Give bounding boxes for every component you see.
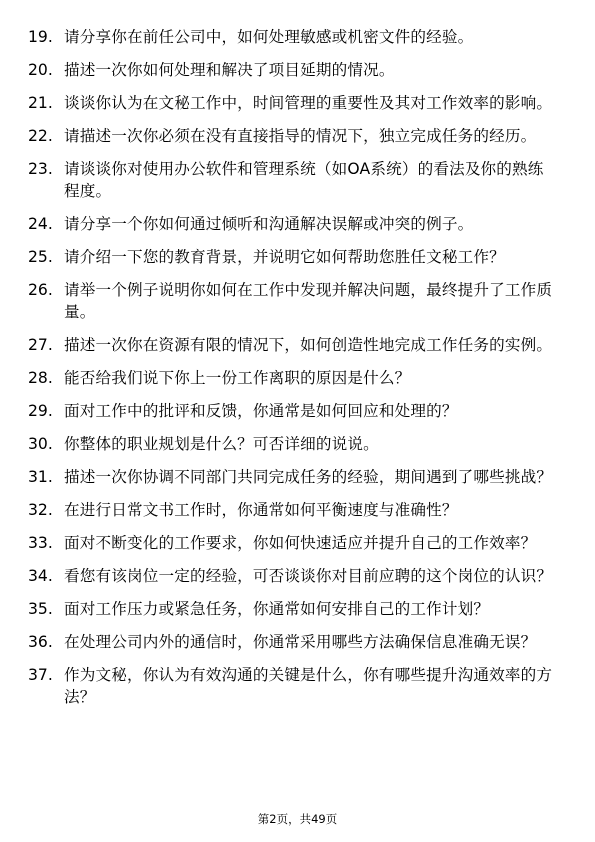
question-number: 20.	[28, 61, 53, 79]
question-number: 19.	[28, 28, 53, 46]
question-text: 请分享你在前任公司中，如何处理敏感或机密文件的经验。	[64, 28, 474, 46]
question-item	[0, 598, 595, 620]
question-text: 面对工作压力或紧急任务，你通常如何安排自己的工作计划？	[64, 600, 490, 618]
question-number: 36.	[28, 633, 53, 651]
question-text: 描述一次你协调不同部门共同完成任务的经验，期间遇到了哪些挑战？	[64, 468, 553, 486]
question-number: 33.	[28, 534, 53, 552]
question-item	[0, 565, 595, 587]
question-number: 32.	[28, 501, 53, 519]
question-number: 29.	[28, 402, 53, 420]
question-text: 请介绍一下您的教育背景，并说明它如何帮助您胜任文秘工作？	[64, 248, 505, 266]
question-item	[0, 334, 595, 356]
question-text: 看您有该岗位一定的经验，可否谈谈你对目前应聘的这个岗位的认识？	[64, 567, 553, 585]
question-number: 23.	[28, 160, 53, 178]
question-text: 面对不断变化的工作要求，你如何快速适应并提升自己的工作效率？	[64, 534, 537, 552]
question-text: 请举一个例子说明你如何在工作中发现并解决问题，最终提升了工作质量。	[64, 281, 553, 321]
question-item	[0, 92, 595, 114]
question-item	[0, 246, 595, 268]
question-number: 30.	[28, 435, 53, 453]
question-item	[0, 532, 595, 554]
question-item	[0, 400, 595, 422]
question-number: 34.	[28, 567, 53, 585]
question-number: 31.	[28, 468, 53, 486]
question-number: 24.	[28, 215, 53, 233]
question-item	[0, 631, 595, 653]
question-item	[0, 125, 595, 147]
question-item	[0, 158, 595, 202]
page-footer	[0, 811, 595, 827]
question-text: 谈谈你认为在文秘工作中，时间管理的重要性及其对工作效率的影响。	[64, 94, 553, 112]
question-number: 21.	[28, 94, 53, 112]
page-number-label: 第2页，共49页	[257, 812, 338, 826]
question-text: 你整体的职业规划是什么？可否详细的说说。	[64, 435, 379, 453]
question-list	[0, 26, 595, 719]
question-number: 27.	[28, 336, 53, 354]
question-text: 面对工作中的批评和反馈，你通常是如何回应和处理的？	[64, 402, 458, 420]
question-item	[0, 664, 595, 708]
question-item	[0, 213, 595, 235]
question-text: 描述一次你如何处理和解决了项目延期的情况。	[64, 61, 395, 79]
question-number: 25.	[28, 248, 53, 266]
question-item	[0, 59, 595, 81]
question-item	[0, 433, 595, 455]
question-number: 37.	[28, 666, 53, 684]
question-text: 在进行日常文书工作时，你通常如何平衡速度与准确性？	[64, 501, 458, 519]
question-text: 描述一次你在资源有限的情况下，如何创造性地完成工作任务的实例。	[64, 336, 553, 354]
question-text: 在处理公司内外的通信时，你通常采用哪些方法确保信息准确无误？	[64, 633, 537, 651]
question-text: 请谈谈你对使用办公软件和管理系统（如OA系统）的看法及你的熟练程度。	[64, 160, 544, 200]
question-item	[0, 26, 595, 48]
question-item	[0, 466, 595, 488]
question-item	[0, 279, 595, 323]
question-number: 22.	[28, 127, 53, 145]
question-text: 作为文秘，你认为有效沟通的关键是什么，你有哪些提升沟通效率的方法？	[64, 666, 553, 706]
question-text: 能否给我们说下你上一份工作离职的原因是什么？	[64, 369, 411, 387]
question-number: 35.	[28, 600, 53, 618]
question-text: 请描述一次你必须在没有直接指导的情况下，独立完成任务的经历。	[64, 127, 537, 145]
question-item	[0, 499, 595, 521]
question-item	[0, 367, 595, 389]
question-number: 26.	[28, 281, 53, 299]
question-text: 请分享一个你如何通过倾听和沟通解决误解或冲突的例子。	[64, 215, 474, 233]
question-number: 28.	[28, 369, 53, 387]
